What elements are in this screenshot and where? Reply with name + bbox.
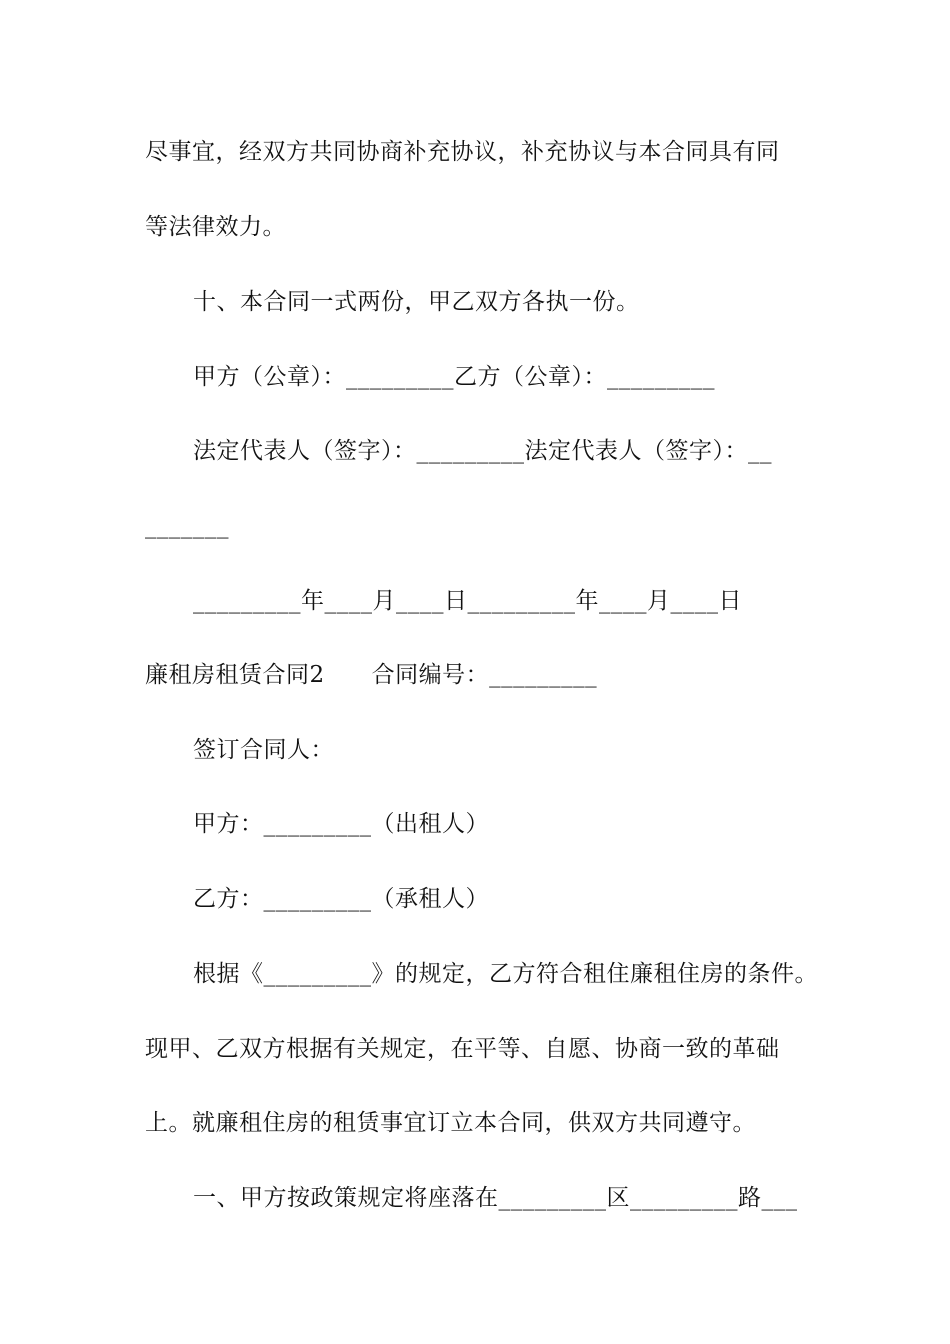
text-line: 等法律效力。 [145, 214, 286, 240]
date-line: _________年____月____日_________年____月____日 [193, 588, 742, 614]
clause-ten: 十、本合同一式两份，甲乙双方各执一份。 [193, 289, 640, 315]
text-line: 尽事宜，经双方共同协商补充协议，补充协议与本合同具有同 [145, 139, 780, 165]
paragraph-line: 上。就廉租住房的租赁事宜订立本合同，供双方共同遵守。 [145, 1110, 756, 1136]
party-b-line: 乙方：_________（承租人） [193, 886, 489, 912]
text-line: _______ [145, 513, 229, 539]
paragraph-line: 现甲、乙双方根据有关规定，在平等、自愿、协商一致的革础 [145, 1036, 780, 1062]
paragraph-line: 根据《_________》的规定，乙方符合租住廉租住房的条件。 [193, 961, 818, 987]
party-a-line: 甲方：_________（出租人） [193, 811, 489, 837]
representative-line: 法定代表人（签字）：_________法定代表人（签字）：__ [193, 438, 772, 464]
signatories-label: 签订合同人： [193, 737, 334, 763]
clause-one: 一、甲方按政策规定将座落在_________区_________路___ [193, 1185, 798, 1211]
contract-title: 廉租房租赁合同2 合同编号：_________ [145, 662, 598, 688]
seal-line: 甲方（公章）：_________乙方（公章）：_________ [193, 364, 715, 390]
